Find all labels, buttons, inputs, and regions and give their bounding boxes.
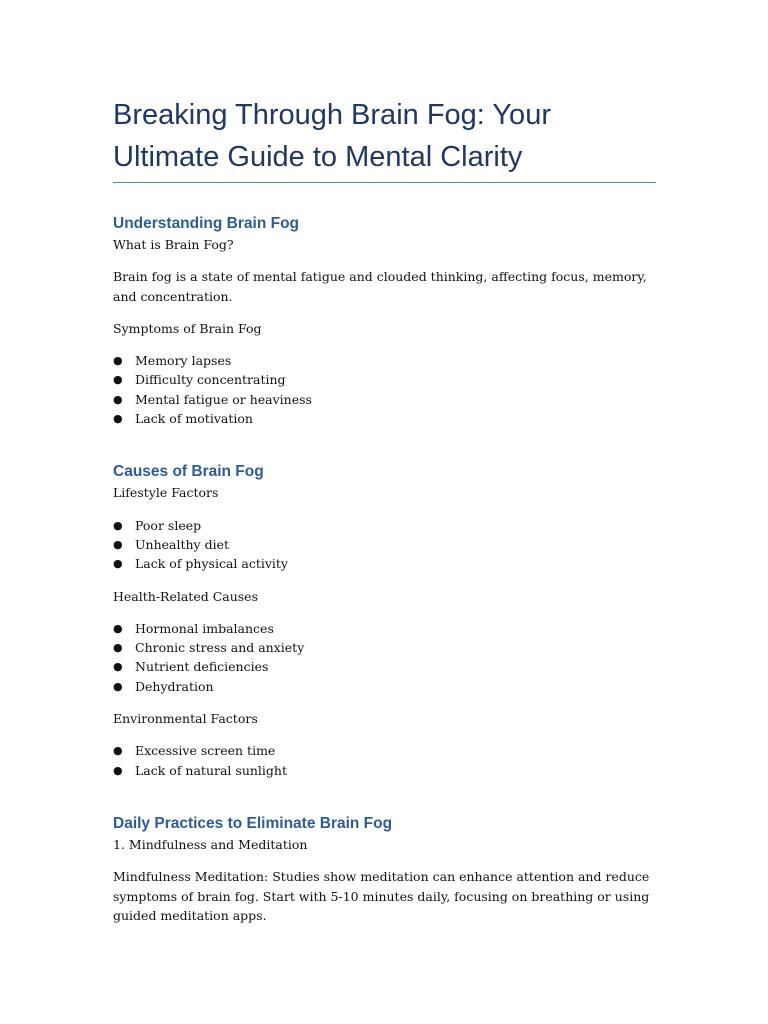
bullet-icon: ●	[113, 641, 123, 655]
list-item	[113, 677, 656, 696]
list-item-text: Lack of physical activity	[135, 556, 288, 572]
subheading-symptoms: Symptoms of Brain Fog	[113, 320, 262, 336]
bullet-icon: ●	[113, 354, 123, 368]
list-item-text: Mental fatigue or heaviness	[135, 391, 312, 407]
list-item	[113, 619, 656, 638]
bullet-icon: ●	[113, 679, 123, 693]
section-heading-understanding: Understanding Brain Fog	[113, 215, 299, 232]
bullet-icon: ●	[113, 373, 123, 387]
lifestyle-list	[113, 516, 656, 574]
list-item-text: Memory lapses	[135, 353, 232, 369]
document-page	[113, 94, 656, 925]
list-item	[113, 390, 656, 409]
bullet-icon: ●	[113, 660, 123, 674]
section-heading-daily-practices: Daily Practices to Eliminate Brain Fog	[113, 814, 393, 832]
list-item	[113, 370, 656, 389]
bullet-icon: ●	[113, 557, 123, 571]
list-item	[113, 554, 656, 573]
paragraph-definition: Brain fog is a state of mental fatigue and clouded thinking, affecting focus, memory, and concentration.	[113, 269, 647, 304]
list-item	[113, 657, 656, 676]
list-item	[113, 638, 656, 657]
list-item-text: Unhealthy diet	[135, 536, 230, 552]
bullet-icon: ●	[113, 412, 123, 426]
list-item-text: Lack of natural sunlight	[135, 762, 287, 778]
list-item	[113, 516, 656, 535]
symptoms-list	[113, 351, 656, 428]
list-item-text: Dehydration	[135, 678, 214, 694]
list-item-text: Difficulty concentrating	[135, 372, 286, 388]
subheading-mindfulness: 1. Mindfulness and Meditation	[113, 836, 308, 852]
bullet-icon: ●	[113, 518, 123, 532]
environmental-list	[113, 741, 656, 780]
subheading-lifestyle: Lifestyle Factors	[113, 485, 219, 501]
bullet-icon: ●	[113, 744, 123, 758]
paragraph-meditation: Mindfulness Meditation: Studies show meditation can enhance attention and reduce symptoms of brain fog. Start with 5-10 minutes daily, focusing on breathing or using guided meditation apps.	[113, 869, 650, 923]
health-list	[113, 619, 656, 696]
list-item	[113, 761, 656, 780]
list-item-text: Poor sleep	[135, 517, 202, 533]
subheading-what-is: What is Brain Fog?	[113, 237, 234, 252]
list-item	[113, 535, 656, 554]
bullet-icon: ●	[113, 392, 123, 406]
bullet-icon: ●	[113, 763, 123, 777]
list-item-text: Nutrient deficiencies	[135, 659, 269, 675]
subheading-health: Health-Related Causes	[113, 588, 258, 604]
list-item-text: Excessive screen time	[135, 743, 276, 759]
list-item-text: Chronic stress and anxiety	[135, 640, 305, 656]
list-item-text: Hormonal imbalances	[135, 620, 274, 636]
list-item	[113, 741, 656, 760]
bullet-icon: ●	[113, 621, 123, 635]
bullet-icon: ●	[113, 537, 123, 551]
document-title: Breaking Through Brain Fog: Your Ultimate Guide to Mental Clarity	[113, 94, 656, 183]
section-heading-causes: Causes of Brain Fog	[113, 463, 264, 481]
list-item	[113, 351, 656, 370]
list-item	[113, 409, 656, 428]
subheading-environmental: Environmental Factors	[113, 711, 258, 727]
list-item-text: Lack of motivation	[135, 411, 253, 427]
